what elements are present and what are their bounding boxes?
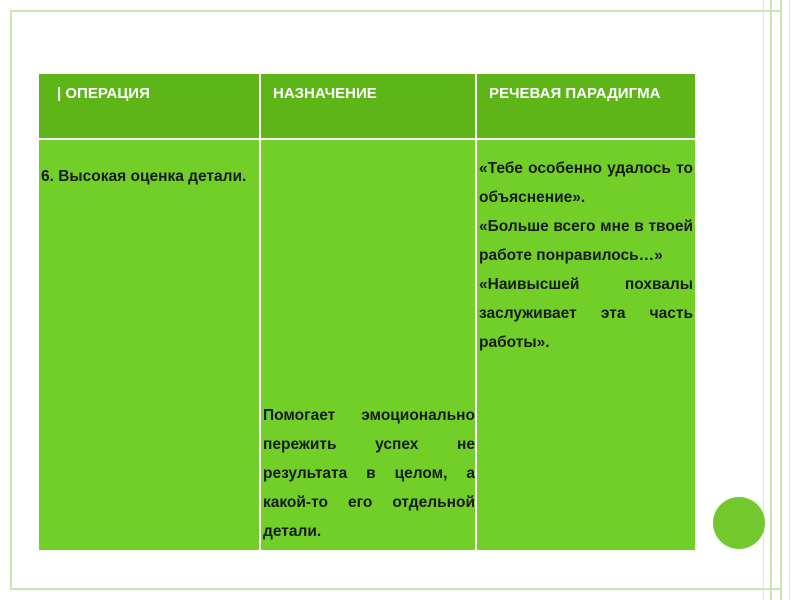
cell-paradigm	[476, 139, 696, 551]
header-paradigm-label: РЕЧЕВАЯ ПАРАДИГМА	[489, 85, 661, 102]
frame-right-line	[770, 0, 772, 600]
frame-right-line	[789, 0, 790, 600]
table-row	[38, 139, 696, 551]
header-operation-label: | ОПЕРАЦИЯ	[57, 85, 150, 102]
header-purpose	[260, 73, 476, 139]
header-paradigm	[476, 73, 696, 139]
paradigm-quote: «Наивысшей похвалы заслуживает эта часть работы».	[479, 276, 693, 351]
frame-bottom-line	[10, 588, 782, 590]
purpose-text: Помогает эмоционально пережить успех не результата в целом, а какой-то его отдельной детали.	[263, 407, 475, 540]
header-operation	[38, 73, 260, 139]
paradigm-quote: «Тебе особенно удалось то объяснение».	[479, 160, 693, 206]
frame-top-line	[10, 10, 782, 12]
paradigm-list	[477, 140, 695, 357]
frame-left-line	[10, 10, 12, 590]
content-table	[37, 72, 697, 552]
paradigm-quote: «Больше всего мне в твоей работе понравилось…»	[479, 218, 693, 264]
decorative-circle	[713, 497, 765, 549]
operation-text: 6. Высокая оценка детали.	[41, 168, 247, 185]
cell-operation	[38, 139, 260, 551]
frame-right-line	[763, 0, 764, 600]
table-header-row	[38, 73, 696, 139]
cell-purpose	[260, 139, 476, 551]
frame-right-line	[780, 0, 782, 600]
header-purpose-label: НАЗНАЧЕНИЕ	[273, 85, 377, 102]
